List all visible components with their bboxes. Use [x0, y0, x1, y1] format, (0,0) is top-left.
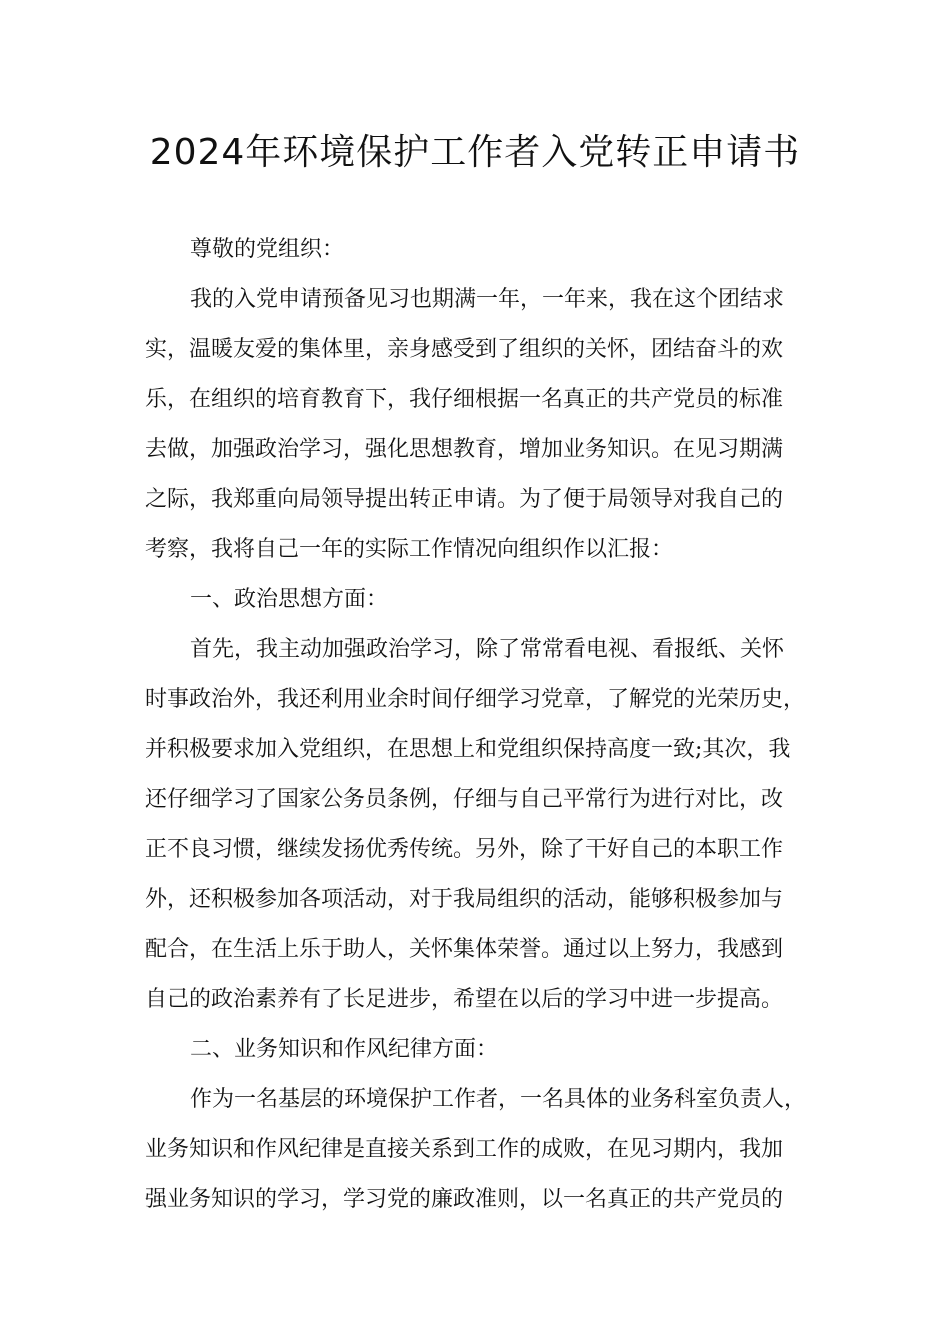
text-line: 考察，我将自己一年的实际工作情况向组织作以汇报：: [145, 537, 674, 562]
text-line: 还仔细学习了国家公务员条例，仔细与自己平常行为进行对比，改: [145, 787, 784, 812]
text-line: 实，温暖友爱的集体里，亲身感受到了组织的关怀，团结奋斗的欢: [145, 337, 784, 362]
text-line: 并积极要求加入党组织，在思想上和党组织保持高度一致;其次，我: [145, 737, 791, 762]
text-line: 强业务知识的学习，学习党的廉政准则，以一名真正的共产党员的: [145, 1187, 784, 1212]
text-line: 业务知识和作风纪律是直接关系到工作的成败，在见习期内，我加: [145, 1137, 784, 1162]
text-line: 正不良习惯，继续发扬优秀传统。另外，除了干好自己的本职工作: [145, 837, 784, 862]
text-line: 乐，在组织的培育教育下，我仔细根据一名真正的共产党员的标准: [145, 387, 784, 412]
text-line: 配合，在生活上乐于助人，关怀集体荣誉。通过以上努力，我感到: [145, 937, 784, 962]
text-line: 我的入党申请预备见习也期满一年，一年来，我在这个团结求: [190, 287, 785, 312]
document-title: 2024年环境保护工作者入党转正申请书: [149, 132, 801, 173]
section-heading: 二、业务知识和作风纪律方面：: [190, 1037, 499, 1062]
text-line: 自己的政治素养有了长足进步，希望在以后的学习中进一步提高。: [145, 987, 784, 1012]
text-line: 时事政治外，我还利用业余时间仔细学习党章，了解党的光荣历史，: [145, 687, 806, 712]
text-line: 首先，我主动加强政治学习，除了常常看电视、看报纸、关怀: [190, 637, 785, 662]
salutation: 尊敬的党组织：: [190, 237, 345, 262]
text-line: 外，还积极参加各项活动，对于我局组织的活动，能够积极参加与: [145, 887, 784, 912]
section-heading: 一、政治思想方面：: [190, 587, 389, 612]
text-line: 之际，我郑重向局领导提出转正申请。为了便于局领导对我自己的: [145, 487, 784, 512]
text-line: 去做，加强政治学习，强化思想教育，增加业务知识。在见习期满: [145, 437, 784, 462]
text-line: 作为一名基层的环境保护工作者，一名具体的业务科室负责人，: [190, 1087, 807, 1112]
